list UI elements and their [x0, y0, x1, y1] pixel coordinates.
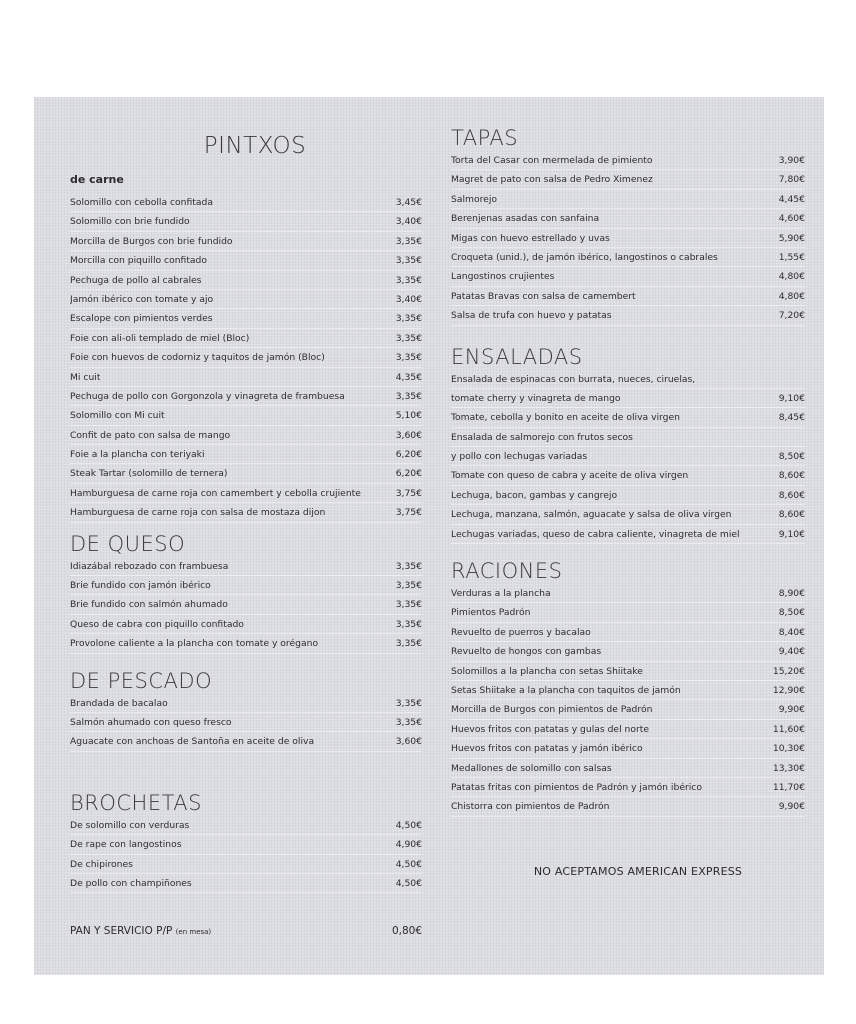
menu-item-price: 3,35€	[395, 352, 422, 364]
menu-item-name: Tomate, cebolla y bonito en aceite de oliva virgen	[451, 412, 680, 424]
menu-item-price: 1,55€	[778, 251, 805, 263]
menu-item-name: Huevos fritos con patatas y jamón ibérico	[451, 743, 643, 755]
menu-item-price: 7,80€	[778, 174, 805, 186]
menu-item-price: 4,80€	[778, 271, 805, 283]
raciones-title: RACIONES	[451, 559, 563, 584]
menu-item-name: Queso de cabra con piquillo confitado	[70, 618, 244, 630]
menu-item	[451, 681, 805, 700]
menu-item	[451, 170, 805, 189]
menu-item	[70, 874, 422, 893]
menu-item-price: 9,90€	[778, 704, 805, 716]
menu-item-name: Lechuga, manzana, salmón, aguacate y salsa de oliva virgen	[451, 509, 732, 521]
menu-item-name: Huevos fritos con patatas y gulas del norte	[451, 723, 650, 735]
menu-item-price: 10,30€	[772, 743, 805, 755]
menu-item-price: 5,90€	[778, 232, 805, 244]
menu-item-price: 3,35€	[395, 618, 422, 630]
menu-item-price: 3,35€	[395, 697, 422, 709]
menu-item-price: 8,50€	[778, 451, 805, 463]
menu-item-price: 3,35€	[395, 274, 422, 286]
menu-item	[70, 595, 422, 614]
menu-item	[70, 634, 422, 653]
menu-item-price: 3,75€	[395, 487, 422, 499]
right-column	[451, 125, 805, 878]
menu-item	[451, 466, 805, 485]
menu-item-name: Hamburguesa de carne roja con salsa de mostaza dijon	[70, 507, 326, 519]
menu-item	[70, 615, 422, 634]
ensaladas-list	[451, 370, 805, 545]
menu-item	[451, 642, 805, 661]
raciones-list	[451, 584, 805, 817]
menu-item	[451, 525, 805, 544]
menu-item	[451, 778, 805, 797]
menu-item	[70, 290, 422, 309]
tapas-list	[451, 151, 805, 326]
menu-item	[70, 713, 422, 732]
menu-item-price: 3,35€	[395, 638, 422, 650]
menu-item-price: 7,20€	[778, 310, 805, 322]
menu-item	[451, 584, 805, 603]
menu-item-price: 11,60€	[772, 723, 805, 735]
pan-note: (en mesa)	[175, 928, 212, 937]
menu-item-price: 9,40€	[778, 646, 805, 658]
menu-item-price: 9,90€	[778, 801, 805, 813]
menu-item-name: Croqueta (unid.), de jamón ibérico, langostinos o cabrales	[451, 251, 718, 263]
menu-item	[70, 271, 422, 290]
menu-item	[70, 329, 422, 348]
menu-item-name: Solomillos a la plancha con setas Shiitake	[451, 665, 643, 677]
menu-item	[70, 816, 422, 835]
menu-item-price: 3,35€	[395, 313, 422, 325]
menu-item-price: 3,35€	[395, 599, 422, 611]
menu-item	[70, 348, 422, 367]
menu-item	[70, 464, 422, 483]
menu-item-name: Foie con ali-oli templado de miel (Bloc)	[70, 332, 250, 344]
menu-item-name: y pollo con lechugas variadas	[451, 451, 588, 463]
menu-item	[70, 557, 422, 576]
menu-item	[451, 229, 805, 248]
menu-item	[451, 486, 805, 505]
menu-item-name: tomate cherry y vinagreta de mango	[451, 392, 621, 404]
pan-servicio-row	[70, 925, 422, 937]
menu-item-name: Patatas Bravas con salsa de camembert	[451, 290, 636, 302]
menu-item-price: 8,60€	[778, 489, 805, 501]
menu-item-name: Brie fundido con salmón ahumado	[70, 599, 228, 611]
menu-item	[70, 426, 422, 445]
menu-item	[70, 387, 422, 406]
menu-item-name: Berenjenas asadas con sanfaina	[451, 213, 600, 225]
menu-item-name: Torta del Casar con mermelada de pimiento	[451, 155, 653, 166]
menu-item	[451, 700, 805, 719]
menu-item	[451, 306, 805, 325]
menu-item-name: Escalope con pimientos verdes	[70, 313, 213, 325]
brochetas-list	[70, 816, 422, 894]
menu-item-price: 3,40€	[395, 293, 422, 305]
menu-item-name: Verduras a la plancha	[451, 588, 551, 600]
menu-item	[451, 759, 805, 778]
menu-item	[451, 370, 805, 389]
menu-item-name: Foie a la plancha con teriyaki	[70, 449, 205, 461]
menu-item-price: 3,90€	[778, 155, 805, 166]
menu-item	[451, 739, 805, 758]
menu-item-price: 4,50€	[395, 858, 422, 870]
menu-item	[70, 484, 422, 503]
menu-item-price: 3,35€	[395, 580, 422, 592]
left-column	[70, 133, 422, 937]
menu-item-name: Pechuga de pollo al cabrales	[70, 274, 202, 286]
menu-item-price: 4,45€	[778, 193, 805, 205]
amex-notice: NO ACEPTAMOS AMERICAN EXPRESS	[533, 864, 743, 878]
menu-item	[70, 232, 422, 251]
menu-item-name: Confit de pato con salsa de mango	[70, 429, 231, 441]
menu-item	[451, 389, 805, 408]
pescado-list	[70, 694, 422, 752]
menu-item-price: 8,40€	[778, 626, 805, 638]
menu-item	[451, 428, 805, 447]
menu-item	[451, 720, 805, 739]
menu-item-name: Brie fundido con jamón ibérico	[70, 580, 211, 592]
menu-item-name: Ensalada de salmorejo con frutos secos	[451, 431, 633, 443]
menu-item-name: Ensalada de espinacas con burrata, nueces, ciruelas,	[451, 373, 696, 385]
menu-item-price: 6,20€	[395, 449, 422, 461]
menu-item	[451, 662, 805, 681]
menu-item-name: Magret de pato con salsa de Pedro Ximenez	[451, 174, 653, 186]
menu-item-price: 11,70€	[772, 781, 805, 793]
menu-item	[451, 190, 805, 209]
pintxos-list	[70, 193, 422, 523]
menu-item-name: Provolone caliente a la plancha con tomate y orégano	[70, 638, 319, 650]
menu-item-name: Mi cuit	[70, 371, 101, 383]
menu-item-price: 5,10€	[395, 410, 422, 422]
menu-item-name: De chipirones	[70, 858, 133, 870]
menu-item	[70, 193, 422, 212]
queso-title: DE QUESO	[70, 531, 186, 556]
pan-servicio-label	[70, 925, 211, 937]
menu-sheet	[34, 97, 824, 975]
menu-item-name: Pechuga de pollo con Gorgonzola y vinagreta de frambuesa	[70, 390, 345, 402]
menu-item-price: 3,45€	[395, 197, 422, 208]
menu-item-price: 9,10€	[778, 528, 805, 540]
menu-item-price: 13,30€	[772, 762, 805, 774]
menu-item-price: 3,35€	[395, 235, 422, 247]
menu-item-price: 9,10€	[778, 392, 805, 404]
menu-item-name: Revuelto de puerros y bacalao	[451, 626, 591, 638]
menu-item-name: Salmorejo	[451, 193, 497, 205]
menu-item-name: Morcilla con piquillo confitado	[70, 255, 208, 267]
menu-item-name: Steak Tartar (solomillo de ternera)	[70, 468, 228, 480]
menu-item-price: 8,60€	[778, 470, 805, 482]
menu-item-price: 3,40€	[395, 216, 422, 228]
menu-item-price: 4,50€	[395, 877, 422, 889]
menu-item-name: Langostinos crujientes	[451, 271, 555, 283]
menu-item-price: 4,80€	[778, 290, 805, 302]
menu-item-price: 8,50€	[778, 607, 805, 619]
pintxos-title: PINTXOS	[203, 133, 307, 159]
menu-item-price: 8,60€	[778, 509, 805, 521]
menu-item-name: Aguacate con anchoas de Santoña en aceite de oliva	[70, 736, 315, 748]
menu-item-name: Solomillo con Mi cuit	[70, 410, 165, 422]
menu-item-price: 4,90€	[395, 839, 422, 851]
menu-item-name: Jamón ibérico con tomate y ajo	[70, 293, 214, 305]
menu-item-price: 15,20€	[772, 665, 805, 677]
brochetas-title: BROCHETAS	[70, 790, 202, 815]
menu-item	[70, 503, 422, 522]
menu-item	[70, 732, 422, 751]
menu-item	[451, 248, 805, 267]
menu-item	[451, 151, 805, 170]
menu-item	[451, 447, 805, 466]
menu-item-price: 4,50€	[395, 819, 422, 831]
menu-item	[70, 309, 422, 328]
menu-item-name: Brandada de bacalao	[70, 697, 168, 709]
menu-item-price: 3,60€	[395, 736, 422, 748]
menu-item-name: Lechuga, bacon, gambas y cangrejo	[451, 489, 618, 501]
menu-item-name: Salsa de trufa con huevo y patatas	[451, 310, 612, 322]
ensaladas-title: ENSALADAS	[451, 344, 583, 369]
menu-item-name: Revuelto de hongos con gambas	[451, 646, 602, 658]
menu-item-name: Hamburguesa de carne roja con camembert y cebolla crujiente	[70, 487, 361, 499]
menu-item-price: 4,60€	[778, 213, 805, 225]
menu-item	[70, 855, 422, 874]
menu-item-price: 3,35€	[395, 255, 422, 267]
menu-item	[451, 603, 805, 622]
menu-item-price: 3,35€	[395, 390, 422, 402]
menu-item-name: Patatas fritas con pimientos de Padrón y jamón ibérico	[451, 781, 702, 793]
menu-item-price: 3,35€	[395, 332, 422, 344]
menu-item-name: Lechugas variadas, queso de cabra caliente, vinagreta de miel	[451, 528, 740, 540]
menu-item-price: 8,90€	[778, 588, 805, 600]
menu-item-name: Solomillo con brie fundido	[70, 216, 190, 228]
menu-item	[451, 267, 805, 286]
menu-item-price: 12,90€	[772, 684, 805, 696]
menu-item-name: Setas Shiitake a la plancha con taquitos de jamón	[451, 684, 681, 696]
menu-item-name: Morcilla de Burgos con brie fundido	[70, 235, 233, 247]
menu-item-name: De pollo con champiñones	[70, 877, 192, 889]
pintxos-subhead: de carne	[70, 173, 124, 186]
menu-item-price: 3,35€	[395, 560, 422, 572]
menu-item	[70, 368, 422, 387]
menu-item	[70, 445, 422, 464]
pescado-title: DE PESCADO	[70, 668, 213, 693]
menu-item-name: Solomillo con cebolla confitada	[70, 197, 213, 208]
menu-item-name: Salmón ahumado con queso fresco	[70, 716, 232, 728]
menu-item-name: Medallones de solomillo con salsas	[451, 762, 612, 774]
menu-item-name: Pimientos Padrón	[451, 607, 531, 619]
menu-item	[451, 209, 805, 228]
menu-item	[70, 406, 422, 425]
menu-item	[451, 408, 805, 427]
menu-item	[70, 694, 422, 713]
menu-item-price: 8,45€	[778, 412, 805, 424]
menu-item-price: 3,35€	[395, 716, 422, 728]
menu-item	[70, 835, 422, 854]
menu-item	[70, 576, 422, 595]
menu-item-name: Tomate con queso de cabra y aceite de oliva virgen	[451, 470, 689, 482]
menu-item	[70, 251, 422, 270]
menu-item	[451, 797, 805, 816]
menu-item-price: 3,60€	[395, 429, 422, 441]
menu-item-name: Foie con huevos de codorniz y taquitos de jamón (Bloc)	[70, 352, 325, 364]
menu-item-price: 4,35€	[395, 371, 422, 383]
menu-item-name: Idiazábal rebozado con frambuesa	[70, 560, 229, 572]
tapas-title: TAPAS	[451, 126, 519, 150]
menu-item	[451, 623, 805, 642]
menu-item-price: 3,75€	[395, 507, 422, 519]
pan-label: PAN Y SERVICIO P/P	[70, 925, 173, 938]
menu-item	[451, 287, 805, 306]
menu-item-price: 6,20€	[395, 468, 422, 480]
pan-price: 0,80€	[391, 925, 422, 938]
menu-item-name: Chistorra con pimientos de Padrón	[451, 801, 610, 813]
menu-item-name: Morcilla de Burgos con pimientos de Padrón	[451, 704, 653, 716]
queso-list	[70, 557, 422, 654]
menu-item	[451, 505, 805, 524]
menu-item-name: De rape con langostinos	[70, 839, 182, 851]
menu-item-name: Migas con huevo estrellado y uvas	[451, 232, 610, 244]
menu-item-name: De solomillo con verduras	[70, 819, 190, 831]
menu-item	[70, 212, 422, 231]
